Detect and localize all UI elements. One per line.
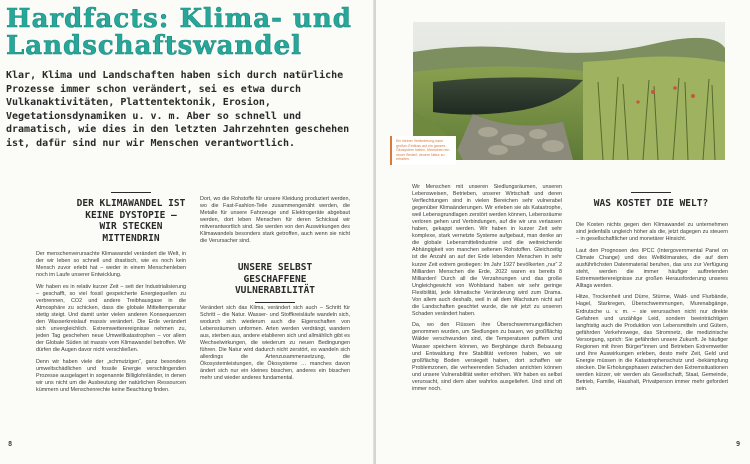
section-heading-climate-text: DER KLIMAWANDEL IST KEINE DYSTOPIE – WIR STECKEN MITTENDRIN xyxy=(76,198,186,244)
left-column-1 xyxy=(36,251,186,398)
left-col1-paragraph: Der menschenverursachte Klimawandel verändert die Welt, in der wir leben so schnell und drastisch, wie es noch kein Mensch zuvor erlebt hat – weder in einem Menschenleben noch im Laufe unserer Entwicklung. xyxy=(36,251,186,279)
left-column-2-top xyxy=(200,196,350,250)
section-heading-costs xyxy=(581,192,721,210)
section-heading-vulnerability-text: UNSERE SELBST GESCHAFFENE VULNERABILITÄT xyxy=(234,262,316,296)
right-column-2 xyxy=(576,222,728,398)
title-line-2: Landschaftswandel xyxy=(6,31,302,61)
section-heading-climate xyxy=(76,192,186,244)
left-column-2-bottom xyxy=(200,305,350,387)
left-page xyxy=(0,0,374,464)
right-col2-paragraph: Laut den Prognosen des IPCC (Intergovernmental Panel on Climate Change) und des Weltklimarates, die auf dem ausführlichsten Datenmaterial beruhen, das uns zur Verfügung steht, werden die immer häufiger auftretenden Extremwetterereignisse zur großen Herausforderung unseres Alltags werden. xyxy=(576,247,728,289)
right-page xyxy=(376,0,750,464)
right-col2-paragraph: Die Kosten nichts gegen den Klimawandel zu unternehmen sind jedenfalls ungleich höher als die, jetzt dagegen zu steuern – in gesellschaftlicher und monetärer Hinsicht. xyxy=(576,222,728,243)
left-col2b-paragraph: Verändert sich das Klima, verändert sich auch – Schritt für Schritt – die Natur. Wasser- und Stoffkreisläufe wandeln sich, wodurch sich wiederum auch die Eigenschaften von Lebensräumen unformen. Arten werden verdrängt, wandern aus, sterben aus, andere etablieren sich und allmählich gibt es Wechselwirkungen, die wiederum zu neuen Bedingungen führen. Die Natur wird dadurch nicht zerstört, es wandeln sich allerdings die Artenzusammensetzung, die Ökosystemleistungen, die Ökosysteme … manches davon ändert sich nur ein kleines bisschen, anderes ein bisschen mehr und wieder anderes fundamental. xyxy=(200,305,350,382)
title-line-1: Hardfacts: Klima- und xyxy=(6,4,352,34)
left-col1-paragraph: Wir haben es in relativ kurzer Zeit – seit der Industrialisierung – geschafft, so viel fossil gespeicherte Energiequellen zu verbrennen, CO2 und andere Treibhausgase in die Atmosphäre zu schicken, dass die globale Mitteltemperatur stetig steigt. Und damit unter vielen anderen Konsequenzen den Wasserkreislauf massiv verändert. Die Erde verändert sich unvergleichlich. Extremwetterereignisse nehmen zu, jeden Tag geschehen neue Umweltkatastrophen – vor allem der Globale Süden ist massiv vom Klimawandel betroffen. Wir dürfen die Augen davor nicht verschließen. xyxy=(36,283,186,354)
page-title xyxy=(6,6,366,60)
right-col1-paragraph: Wir Menschen mit unseren Siedlungsräumen, unseren Lebensweisen, Betrieben, unserer Wirtschaft und deren Verflechtungen sind in vielen Bereichen sehr vulnerabel gegenüber Klimaänderungen. Wir erleben sie als Katastrophe, weil Lebensgrundlagen zerstört werden können, Lebensräume verloren gehen und Verbindungen, auf die wir uns verlassen haben, gekappt werden. Wir haben in kurzer Zeit sehr komplexe, stark vernetzte Systeme aufgebaut, man denke an die globale Lebensmittelindustrie und die weitreichende Abhängigkeit von manchen seltenen Rohstoffen. Gleichzeitig ist die Anzahl an auf der Erde lebenden Menschen in sehr kurzer Zeit extrem gestiegen: Im Jahr 1927 bevölkerten „nur“ 2 Milliarden Menschen die Erde, 2022 waren es bereits 8 Milliarden! Durch all die Verzahnungen und das große Ungleichgewicht von Wohlstand haben wir sehr geringe Flexibilität, jede klimatische Veränderung wird zum Drama. Von allem auch deshalb, weil in all dem Wachstum nicht auf die Landschaften geachtet wurde, die wir jetzt zu unseren Schaden verändert haben. xyxy=(412,184,562,317)
landscape-photo xyxy=(413,22,725,160)
right-column-1 xyxy=(412,184,562,397)
pond-landscape-image xyxy=(413,22,725,160)
right-col2-paragraph: Hitze, Trockenheit und Dürre, Stürme, Wald- und Flurbände, Hagel, Starkregen, Überschwemmungen, Murenabgänge, Erdrutsche u. v. m. – sie verursachen nicht nur direkte Gefahren und unzählige Leid, sondern beeinträchtigen langfristig auch die Produktion von Lebensmitteln und Gütern, gefährden Verkehrswege, das Stromnetz, die medizinische Versorgung, sprich: Sie gefährden unsere Zukunft. Je häufiger Regionen mit ihren Bürger*innen und Betrieben Extremwetter und ihre Auswirkungen erleben, desto mehr Zeit, Geld und Energie müssen in die Katastrophenschutz und -bekämpfung stecken. Die Erholungsphasen zwischen den Extremsituationen werden kürzer, wir werden als Gesellschaft, Staat, Gemeinde, Betrieb, Familie, Haushalt, Privatperson immer mehr gefordert sein. xyxy=(576,294,728,393)
photo-caption: Ein kleiner Veränderung kann großen Einfluss auf ein ganzes Ökosystem haben. Menschen ein neuer Bedarf, neuere Natur zu erhalten. xyxy=(390,136,456,165)
intro-paragraph: Klar, Klima und Landschaften haben sich durch natürliche Prozesse immer schon verändert, sei es etwa durch Vulkanaktivitäten, Plattentektonik, Erosion, Vegetationsdynamiken u. v. m. Aber so schnell und dramatisch, wie dies in den letzten Jahrzehnten geschehen ist, dafür sind nur wir Menschen verantwortlich. xyxy=(6,70,350,149)
heading-rule-bottom xyxy=(255,302,295,303)
right-col1-paragraph: Da, wo den Flüssen ihre Überschwemmungsflächen genommen wurden, um Siedlungen zu bauen, wo großflächig Wälder verschwunden sind, die Temperaturen puffern und Wasser speichern können, wo Berghänge durch Bebauung und Entwaldung ihre Stabilität verloren haben, wo wir großflächig Boden versiegelt haben, dort schaffen wir Problemzonen, die verheerenden Schaden anrichten können und unsere Vulnerabilität weiter erhöhen. Wir haben es selbst verursacht, sind dem aber wahrlos ausgeliefert. Und sind oft immer noch. xyxy=(412,322,562,392)
left-col2-paragraph: Dort, wo die Rohstoffe für unsere Kleidung produziert werden, wo die Fast-Fashion-Teile zusammengenäht werden, die Metalle für unsere Fahrzeuge und Elektrogeräte abgebaut werden, dort leben Menschen für deren Schicksal wir mitverantwortlich sind. Sie werden von den Auswirkungen des Klimawandels besonders stark getroffen, auch wenn sie nicht die Verursacher sind. xyxy=(200,196,350,245)
page-number-right: 9 xyxy=(736,440,741,448)
heading-rule-top xyxy=(111,192,151,193)
section-heading-vulnerability xyxy=(205,262,345,303)
page-number-left: 8 xyxy=(8,440,13,448)
heading-rule-top-costs xyxy=(631,192,671,193)
left-col1-paragraph: Denn wir haben viele der „schmutzigen“, ganz besonders umweltschädlichen und fossile Energie verschlingenden Prozesse ausgelagert in sogenannte Billiglohnländer, in denen wir uns nicht um die Ausbeutung der natürlichen Ressourcen kümmern und Menschenrechte keine Beachtung finden. xyxy=(36,358,186,393)
section-heading-costs-text: WAS KOSTET DIE WELT? xyxy=(593,198,709,209)
